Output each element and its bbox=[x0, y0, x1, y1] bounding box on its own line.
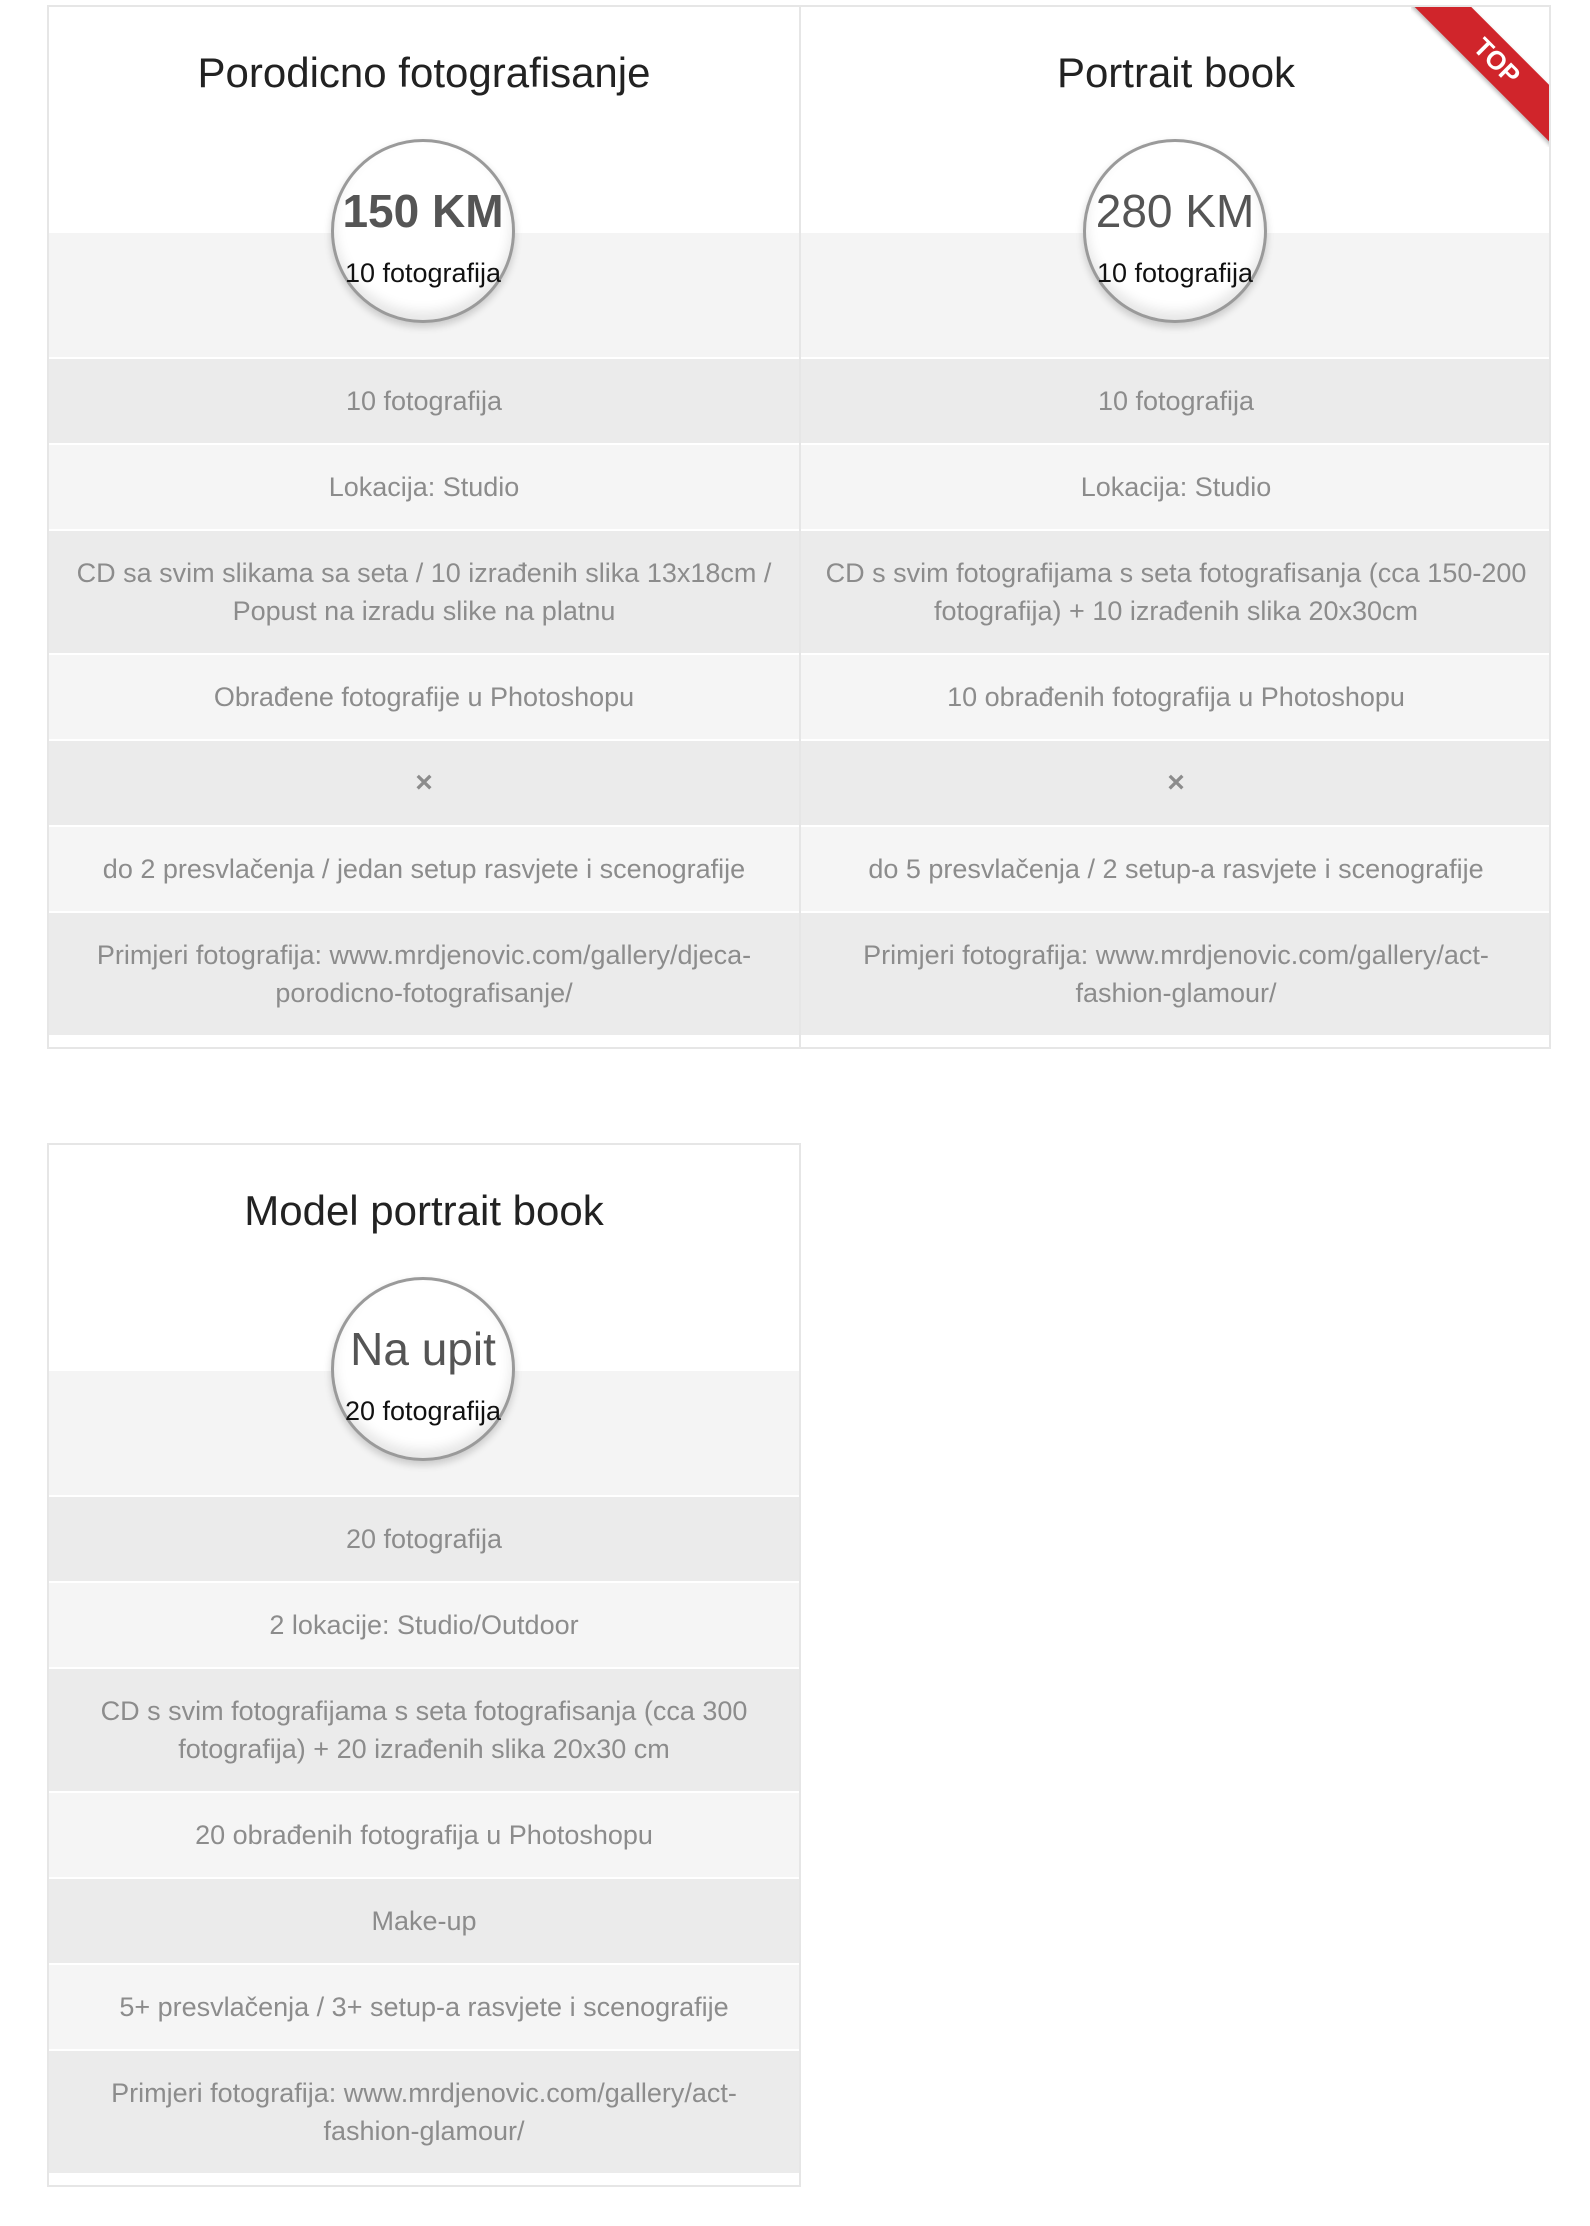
plan-price: 280 KM bbox=[1095, 185, 1255, 237]
pricing-column-portrait-book bbox=[801, 7, 1551, 1047]
feature-row: CD sa svim slikama sa seta / 10 izrađenih slika 13x18cm / Popust na izradu slike na platnu bbox=[49, 529, 799, 653]
cross-icon: × bbox=[415, 766, 433, 799]
pricing-table bbox=[47, 5, 1551, 1049]
feature-row: CD s svim fotografijama s seta fotografisanja (cca 150-200 fotografija) + 10 izrađenih slika 20x30cm bbox=[801, 529, 1551, 653]
feature-row bbox=[49, 739, 799, 825]
pricing-column-porodicno bbox=[49, 7, 801, 1047]
top-ribbon bbox=[1411, 7, 1551, 147]
feature-row: Primjeri fotografija: www.mrdjenovic.com/gallery/djeca-porodicno-fotografisanje/ bbox=[49, 911, 799, 1035]
feature-row: Lokacija: Studio bbox=[801, 443, 1551, 529]
plan-period: 20 fotografija bbox=[344, 1396, 502, 1426]
price-circle bbox=[331, 1277, 515, 1461]
column-header bbox=[49, 7, 799, 357]
feature-row: Primjeri fotografija: www.mrdjenovic.com/gallery/act-fashion-glamour/ bbox=[801, 911, 1551, 1035]
top-badge: TOP bbox=[1412, 7, 1551, 146]
feature-row: 10 fotografija bbox=[49, 357, 799, 443]
plan-title: Model portrait book bbox=[244, 1187, 604, 1234]
feature-row: Make-up bbox=[49, 1877, 799, 1963]
feature-row: do 5 presvlačenja / 2 setup-a rasvjete i scenografije bbox=[801, 825, 1551, 911]
feature-row: 10 obrađenih fotografija u Photoshopu bbox=[801, 653, 1551, 739]
pricing-table bbox=[47, 1143, 801, 2187]
pricing-column-model-portrait-book bbox=[49, 1145, 799, 2185]
cross-icon: × bbox=[1167, 766, 1185, 799]
price-circle bbox=[331, 139, 515, 323]
plan-price: Na upit bbox=[350, 1323, 496, 1375]
price-circle bbox=[1083, 139, 1267, 323]
feature-row: CD s svim fotografijama s seta fotografisanja (cca 300 fotografija) + 20 izrađenih slika 20x30 cm bbox=[49, 1667, 799, 1791]
feature-row: 5+ presvlačenja / 3+ setup-a rasvjete i scenografije bbox=[49, 1963, 799, 2049]
plan-period: 10 fotografija bbox=[344, 258, 502, 288]
plan-price: 150 KM bbox=[342, 185, 504, 237]
column-header bbox=[801, 7, 1551, 357]
feature-row bbox=[801, 739, 1551, 825]
plan-title: Portrait book bbox=[1056, 49, 1296, 96]
feature-row: Obrađene fotografije u Photoshopu bbox=[49, 653, 799, 739]
plan-period: 10 fotografija bbox=[1096, 258, 1254, 288]
plan-title: Porodicno fotografisanje bbox=[197, 49, 651, 96]
feature-row: 20 fotografija bbox=[49, 1495, 799, 1581]
feature-row: Lokacija: Studio bbox=[49, 443, 799, 529]
feature-row: 20 obrađenih fotografija u Photoshopu bbox=[49, 1791, 799, 1877]
column-header bbox=[49, 1145, 799, 1495]
feature-row: Primjeri fotografija: www.mrdjenovic.com/gallery/act-fashion-glamour/ bbox=[49, 2049, 799, 2173]
feature-row: do 2 presvlačenja / jedan setup rasvjete i scenografije bbox=[49, 825, 799, 911]
feature-row: 2 lokacije: Studio/Outdoor bbox=[49, 1581, 799, 1667]
feature-row: 10 fotografija bbox=[801, 357, 1551, 443]
